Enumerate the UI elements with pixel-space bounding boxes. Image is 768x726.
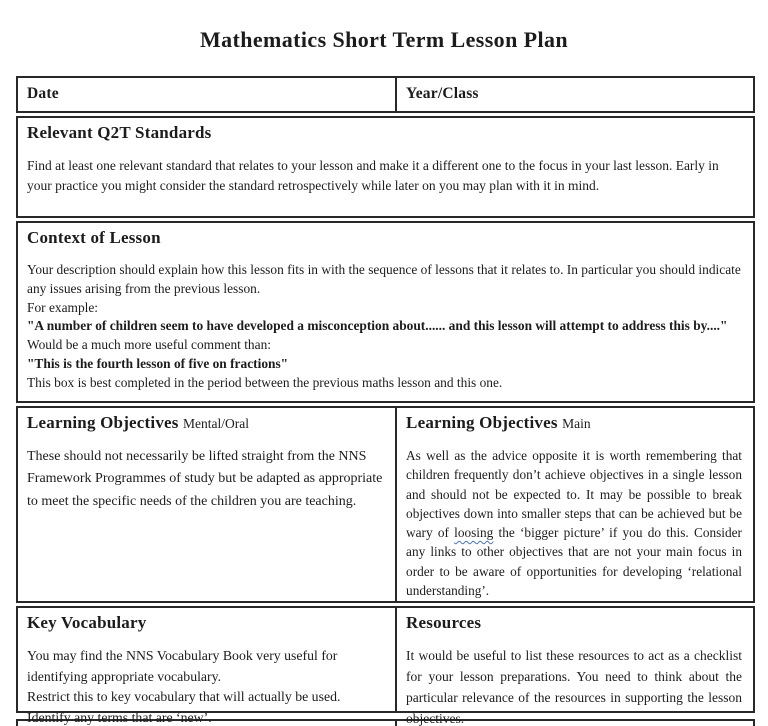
page-title: Mathematics Short Term Lesson Plan	[199, 27, 569, 52]
row-next-clipped	[16, 719, 755, 726]
objectives-mental-subheading: Mental/Oral	[183, 416, 250, 431]
context-para4: This box is best completed in the period between the previous maths lesson and this one.	[27, 374, 503, 390]
year-class-label: Year/Class	[406, 85, 479, 102]
objectives-mental-heading-main: Learning Objectives	[27, 413, 179, 432]
vocabulary-para1: You may find the NNS Vocabulary Book very useful for identifying appropriate vocabulary.	[27, 648, 338, 684]
vocabulary-para3: Identify any terms that are ‘new’.	[27, 710, 212, 726]
date-cell	[18, 78, 395, 111]
standards-heading: Relevant Q2T Standards	[27, 123, 212, 142]
standards-body: Find at least one relevant standard that relates to your lesson and make it a different one to the focus in your last lesson. Early in your practice you might consider the standard retrospectively while later on you may plan with it in mind.	[27, 158, 719, 194]
date-label: Date	[27, 85, 59, 102]
resources-heading: Resources	[406, 613, 482, 632]
row-context	[16, 221, 755, 403]
objectives-main-body	[406, 446, 742, 600]
vocabulary-para2: Restrict this to key vocabulary that will actually be used.	[27, 689, 341, 705]
resources-body: It would be useful to list these resources to act as a checklist for your lesson preparations. You need to think about the particular relevance of the resources in supporting the lesson objectives.	[406, 648, 742, 726]
next-row-right-cell	[395, 721, 753, 726]
row-standards	[16, 116, 755, 218]
context-example-quote: "A number of children seem to have developed a misconception about...... and this lesson will attempt to address this by...."	[27, 318, 728, 334]
context-para3: Would be a much more useful comment than:	[27, 337, 271, 353]
next-row-left-cell	[18, 721, 395, 726]
year-class-cell	[395, 78, 753, 111]
standards-cell	[18, 118, 753, 216]
misspelled-word: loosing	[454, 525, 494, 541]
objectives-main-subheading: Main	[562, 416, 591, 431]
row-learning-objectives	[16, 406, 755, 603]
objectives-main-heading	[406, 413, 742, 433]
objectives-mental-heading	[27, 413, 384, 433]
row-vocabulary-resources	[16, 606, 755, 726]
objectives-main-heading-main: Learning Objectives	[406, 413, 558, 432]
resources-cell	[395, 608, 753, 726]
row-date-yearclass	[16, 76, 755, 113]
objectives-mental-cell	[18, 408, 395, 601]
lesson-plan-table	[16, 76, 755, 726]
context-heading: Context of Lesson	[27, 228, 161, 247]
objectives-main-body-before: As well as the advice opposite it is worth remembering that children frequently don’t achieve objectives in a single lesson and should not be expected to. It may be possible to break objectives down into smaller steps that can be achieved but be wary of	[406, 448, 742, 541]
context-cell	[18, 223, 753, 401]
vocabulary-heading: Key Vocabulary	[27, 613, 147, 632]
objectives-main-cell	[395, 408, 753, 601]
context-fractions-quote: "This is the fourth lesson of five on fractions"	[27, 355, 289, 371]
context-para2: For example:	[27, 299, 99, 315]
context-para1: Your description should explain how this lesson fits in with the sequence of lessons that it relates to. In particular you should indicate any issues arising from the previous lesson.	[27, 262, 741, 296]
vocabulary-cell	[18, 608, 395, 726]
objectives-mental-body: These should not necessarily be lifted straight from the NNS Framework Programmes of study but be adapted as appropriate to meet the specific needs of the children you are teaching.	[27, 449, 383, 509]
objectives-main-body-after: the ‘bigger picture’ if you do this. Consider any links to other objectives that are not your main focus in order to be aware of opportunities for developing ‘relational understanding’.	[406, 525, 742, 598]
